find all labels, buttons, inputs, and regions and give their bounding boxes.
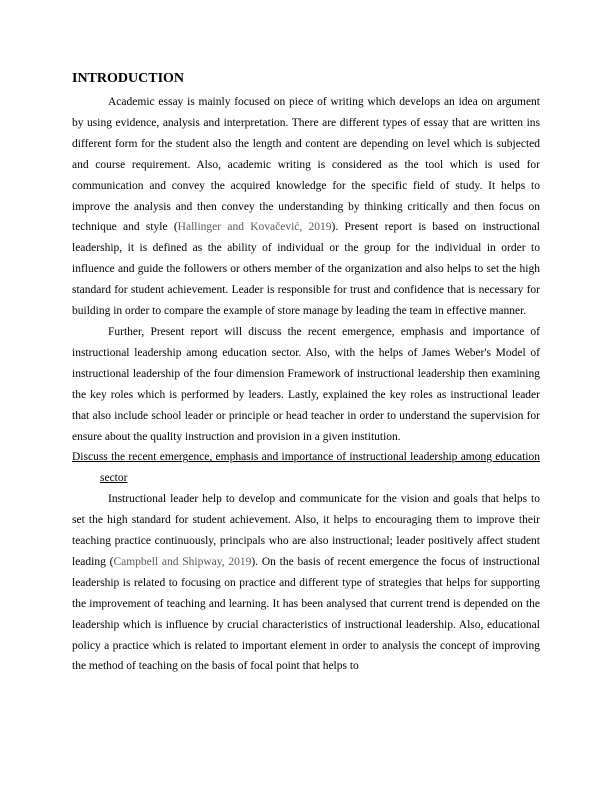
section-subheading: Discuss the recent emergence, emphasis and importance of instructional leadership among education sector <box>72 451 540 485</box>
paragraph-text: ). Present report is based on instructional leadership, it is defined as the ability of individual or the group for the individual in order to influence and guide the followers or others member of the organization and also helps to set the high standard for student achievement. Leader is responsible for trust and confidence that is necessary for building in order to compare the example of store manage by leading the team in effective manner. <box>72 221 540 318</box>
paragraph-text: ). On the basis of recent emergence the focus of instructional leadership is related to focusing on practice and different type of strategies that helps for supporting the improvement of teaching and learning. It has been analysed that current trend is depended on the leadership which is influence by crucial characteristics of instructional leadership. Also, educational policy a practice which is related to important element in order to analysis the concept of improving the method of teaching on the basis of focal point that helps to <box>72 555 540 673</box>
paragraph-text: Academic essay is mainly focused on piece of writing which develops an idea on argument by using evidence, analysis and interpretation. There are different types of essay that are written ins different form for the student also the length and content are depending on level which is subjected and course requirement. Also, academic writing is considered as the tool which is used for communication and convey the acquired knowledge for the specific field of study. It helps to improve the analysis and then convey the understanding by thinking critically and then focus on technique and style ( <box>72 96 540 234</box>
section-heading-introduction: INTRODUCTION <box>72 71 185 86</box>
paragraph-body-1 <box>72 489 540 677</box>
citation-link[interactable]: Campbell and Shipway, 2019 <box>113 555 252 568</box>
document-page <box>72 70 540 677</box>
citation-link[interactable]: Hallinger and Kovačević, 2019 <box>177 221 332 234</box>
paragraph-intro-2: Further, Present report will discuss the recent emergence, emphasis and importance of instructional leadership among education sector. Also, with the helps of James Weber's Model of instructional leadership of the four dimension Framework of instructional leadership then examining the key roles which is performed by leaders. Lastly, explained the key roles as instructional leader that also include school leader or principle or head teacher in order to understand the supervision for ensure about the quality instruction and provision in a given institution. <box>72 325 540 443</box>
paragraph-intro-1 <box>72 92 540 322</box>
paragraph-text: Instructional leader help to develop and communicate for the vision and goals that helps to set the high standard for student achievement. Also, it helps to encouraging them to improve their teaching practice continuously, principals who are also instructional; leader positively affect student leading ( <box>72 493 540 568</box>
